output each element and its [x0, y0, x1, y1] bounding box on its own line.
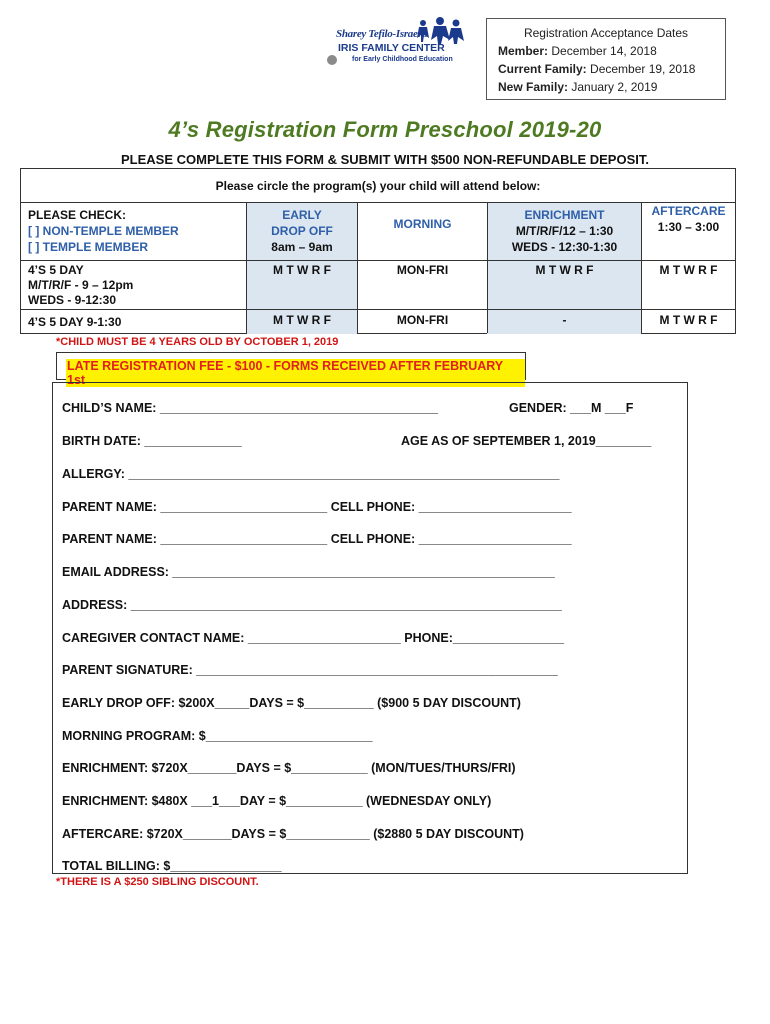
late-fee-text: LATE REGISTRATION FEE - $100 - FORMS RECEIVED AFTER FEBRUARY 1st [66, 359, 525, 387]
deposit-instruction: PLEASE COMPLETE THIS FORM & SUBMIT WITH $500 NON-REFUNDABLE DEPOSIT. [121, 152, 649, 167]
form-title: 4’s Registration Form Preschool 2019-20 [168, 117, 602, 142]
row1-morning-days[interactable]: MON-FRI [396, 263, 449, 277]
member-date: Member: December 14, 2018 [498, 44, 657, 58]
row2-aftercare-days[interactable]: M T W R F [659, 313, 718, 327]
row-5day-930-label: 4’S 5 DAY 9-1:30 [28, 315, 122, 329]
row2-enrichment-days: - [562, 313, 567, 327]
parent-name-field-1[interactable]: PARENT NAME: ________________________ CELL PHONE: ______________________ [62, 500, 572, 514]
sibling-discount-note: *THERE IS A $250 SIBLING DISCOUNT. [56, 876, 259, 888]
parent-signature-field[interactable]: PARENT SIGNATURE: ____________________________________________________ [62, 663, 558, 677]
row-5day-label: 4’S 5 DAY M/T/R/F - 9 – 12pm WEDS - 9-12:30 [28, 263, 134, 307]
row1-early-days[interactable]: M T W R F [273, 263, 331, 277]
email-field[interactable]: EMAIL ADDRESS: _______________________________________________________ [62, 565, 555, 579]
parent-name-field-2[interactable]: PARENT NAME: ________________________ CELL PHONE: ______________________ [62, 532, 572, 546]
allergy-field[interactable]: ALLERGY: ______________________________________________________________ [62, 467, 560, 481]
logo-line-2: IRIS FAMILY CENTER [338, 42, 445, 54]
row2-morning-days[interactable]: MON-FRI [396, 313, 449, 327]
early-drop-billing[interactable]: EARLY DROP OFF: $200X_____DAYS = $__________ ($900 5 DAY DISCOUNT) [62, 696, 521, 710]
current-family-date: Current Family: December 19, 2018 [498, 62, 696, 76]
enrichment-header: ENRICHMENT M/T/R/F/12 – 1:30 WEDS - 12:30-1:30 [511, 208, 618, 254]
temple-checkbox[interactable]: [ ] TEMPLE MEMBER [28, 240, 148, 254]
enrichment-480-billing[interactable]: ENRICHMENT: $480X ___1___DAY = $___________ (WEDNESDAY ONLY) [62, 794, 492, 808]
row1-aftercare-days[interactable]: M T W R F [659, 263, 718, 277]
early-drop-header: EARLY DROP OFF 8am – 9am [271, 208, 333, 254]
iris-family-center-logo [322, 14, 472, 70]
late-fee-box [56, 352, 526, 387]
dates-title: Registration Acceptance Dates [523, 26, 689, 40]
logo-line-1: Sharey Tefilo-Israel's [336, 28, 428, 40]
enrichment-720-billing[interactable]: ENRICHMENT: $720X_______DAYS = $___________ (MON/TUES/THURS/FRI) [62, 761, 516, 775]
birth-date-field[interactable]: BIRTH DATE: ______________ [62, 434, 242, 448]
aftercare-header: AFTERCARE 1:30 – 3:00 [651, 204, 726, 234]
logo-line-3: for Early Childhood Education [352, 56, 453, 63]
please-check-label: PLEASE CHECK: [28, 208, 127, 222]
child-name-field[interactable]: CHILD’S NAME: ________________________________________ [62, 401, 438, 415]
aftercare-billing[interactable]: AFTERCARE: $720X_______DAYS = $____________ ($2880 5 DAY DISCOUNT) [62, 827, 524, 841]
total-billing[interactable]: TOTAL BILLING: $________________ [62, 859, 282, 873]
caregiver-field[interactable]: CAREGIVER CONTACT NAME: ______________________ PHONE:________________ [62, 631, 565, 645]
morning-program-billing[interactable]: MORNING PROGRAM: $________________________ [62, 729, 373, 743]
registration-dates-box [486, 18, 726, 100]
age-field[interactable]: AGE AS OF SEPTEMBER 1, 2019________ [401, 434, 652, 448]
program-table [20, 168, 736, 334]
check-cell [28, 207, 243, 255]
non-temple-checkbox[interactable]: [ ] NON-TEMPLE MEMBER [28, 224, 179, 238]
address-field[interactable]: ADDRESS: ______________________________________________________________ [62, 598, 562, 612]
row1-enrichment-days[interactable]: M T W R F [535, 263, 594, 277]
row2-early-days[interactable]: M T W R F [273, 313, 331, 327]
age-requirement-note: *CHILD MUST BE 4 YEARS OLD BY OCTOBER 1, 2019 [56, 336, 339, 348]
gender-field[interactable]: GENDER: ___M ___F [509, 401, 634, 415]
registration-fields-box [52, 382, 688, 874]
new-family-date: New Family: January 2, 2019 [498, 80, 658, 94]
morning-header: MORNING [393, 217, 452, 231]
circle-instruction: Please circle the program(s) your child will attend below: [215, 179, 541, 193]
